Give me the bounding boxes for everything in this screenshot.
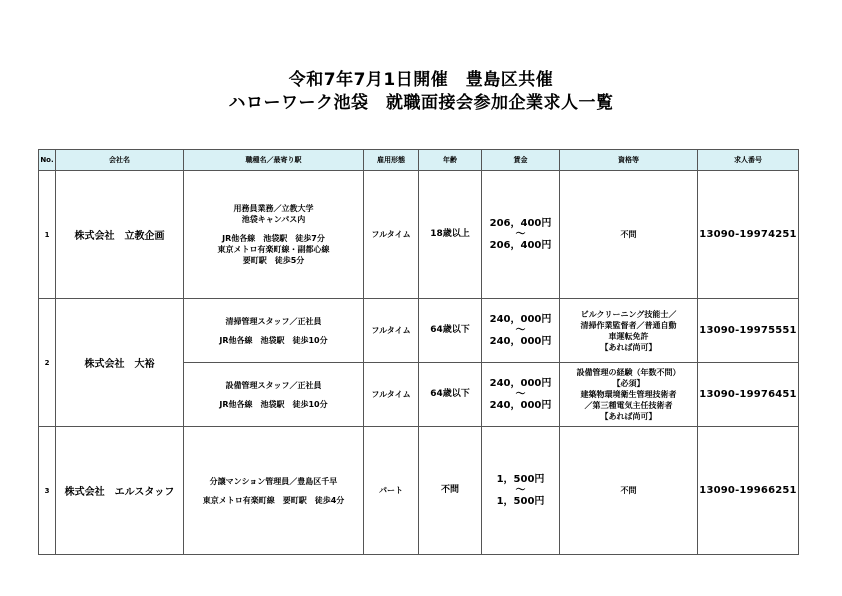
- row-no: 2: [39, 299, 56, 427]
- job-number: 13090-19976451: [698, 363, 799, 427]
- wage-min: 240，000円: [489, 314, 552, 325]
- wage-min: 1，500円: [496, 474, 545, 485]
- row-no: 1: [39, 171, 56, 299]
- wage-max: 240，000円: [489, 400, 552, 411]
- wage-max: 240，000円: [489, 336, 552, 347]
- qualification-line: 清掃作業監督者／普通自動: [580, 320, 677, 330]
- company-name: 株式会社 エルスタッフ: [56, 427, 184, 555]
- company-name: 株式会社 立教企画: [56, 171, 184, 299]
- qualification-cell: [560, 363, 698, 427]
- wage-separator: ～: [515, 325, 526, 336]
- job-title-line: 用務員業務／立教大学: [233, 204, 314, 213]
- qualification-line: 【必須】: [612, 379, 645, 388]
- qualification-cell: [560, 299, 698, 363]
- wage-separator: ～: [515, 485, 526, 496]
- qualification-line: 不問: [620, 230, 637, 239]
- table-header-row: [39, 150, 799, 171]
- qualification-line: ／第三種電気主任技術者: [584, 401, 673, 410]
- table-row: [39, 427, 799, 555]
- nearest-station-line: JR他各線 池袋駅 徒歩10分: [219, 335, 328, 345]
- row-no: 3: [39, 427, 56, 555]
- job-title-line: 池袋キャンパス内: [241, 215, 306, 224]
- employment-type: フルタイム: [364, 171, 419, 299]
- nearest-station-line: 東京メトロ有楽町線・副都心線: [217, 245, 330, 254]
- header-age: 年齢: [419, 150, 482, 171]
- wage-min: 206，400円: [489, 218, 552, 229]
- wage-cell: [482, 171, 560, 299]
- nearest-station-line: 東京メトロ有楽町線 要町駅 徒歩4分: [202, 495, 345, 505]
- qualification-line: 【あれば尚可】: [600, 342, 657, 352]
- qualification-cell: [560, 427, 698, 555]
- age-requirement: 不問: [419, 427, 482, 555]
- job-listing-table: [38, 149, 799, 555]
- qualification-line: 建築物環境衛生管理技術者: [580, 390, 677, 399]
- job-title-line: 清掃管理スタッフ／正社員: [225, 316, 322, 326]
- wage-min: 240，000円: [489, 378, 552, 389]
- job-number: 13090-19975551: [698, 299, 799, 363]
- wage-separator: ～: [515, 229, 526, 240]
- header-job-number: 求人番号: [698, 150, 799, 171]
- company-name: 株式会社 大裕: [56, 299, 184, 427]
- qualification-line: ビルクリーニング技能士／: [580, 309, 677, 319]
- table-row: [39, 299, 799, 363]
- qualification-line: 設備管理の経験（年数不問）: [576, 368, 681, 377]
- employment-type: パート: [364, 427, 419, 555]
- job-title-cell: [184, 363, 364, 427]
- wage-cell: [482, 363, 560, 427]
- qualification-line: 【あれば尚可】: [600, 412, 657, 421]
- header-qualification: 資格等: [560, 150, 698, 171]
- header-company: 会社名: [56, 150, 184, 171]
- employment-type: フルタイム: [364, 299, 419, 363]
- job-title-line: 分譲マンション管理員／豊島区千早: [209, 476, 338, 486]
- nearest-station-line: JR他各線 池袋駅 徒歩7分: [222, 234, 325, 243]
- wage-cell: [482, 427, 560, 555]
- table-row: [39, 171, 799, 299]
- job-title-line: 設備管理スタッフ／正社員: [225, 380, 322, 390]
- header-employment-type: 雇用形態: [364, 150, 419, 171]
- employment-type: フルタイム: [364, 363, 419, 427]
- header-wage: 賃金: [482, 150, 560, 171]
- header-no: No.: [39, 150, 56, 171]
- age-requirement: 64歳以下: [419, 363, 482, 427]
- nearest-station-line: 要町駅 徒歩5分: [242, 256, 305, 265]
- wage-max: 1，500円: [496, 496, 545, 507]
- qualification-cell: [560, 171, 698, 299]
- document-title-line1: 令和7年7月1日開催 豊島区共催: [288, 70, 554, 90]
- nearest-station-line: JR他各線 池袋駅 徒歩10分: [219, 399, 328, 409]
- qualification-line: 不問: [620, 486, 637, 495]
- job-number: 13090-19974251: [698, 171, 799, 299]
- job-title-cell: [184, 171, 364, 299]
- wage-max: 206，400円: [489, 240, 552, 251]
- age-requirement: 64歳以下: [419, 299, 482, 363]
- age-requirement: 18歳以上: [419, 171, 482, 299]
- job-title-cell: [184, 427, 364, 555]
- job-title-cell: [184, 299, 364, 363]
- wage-separator: ～: [515, 389, 526, 400]
- wage-cell: [482, 299, 560, 363]
- header-job-title: 職種名／最寄り駅: [184, 150, 364, 171]
- job-number: 13090-19966251: [698, 427, 799, 555]
- qualification-line: 車運転免許: [608, 331, 649, 341]
- document-title-line2: ハローワーク池袋 就職面接会参加企業求人一覧: [228, 93, 614, 113]
